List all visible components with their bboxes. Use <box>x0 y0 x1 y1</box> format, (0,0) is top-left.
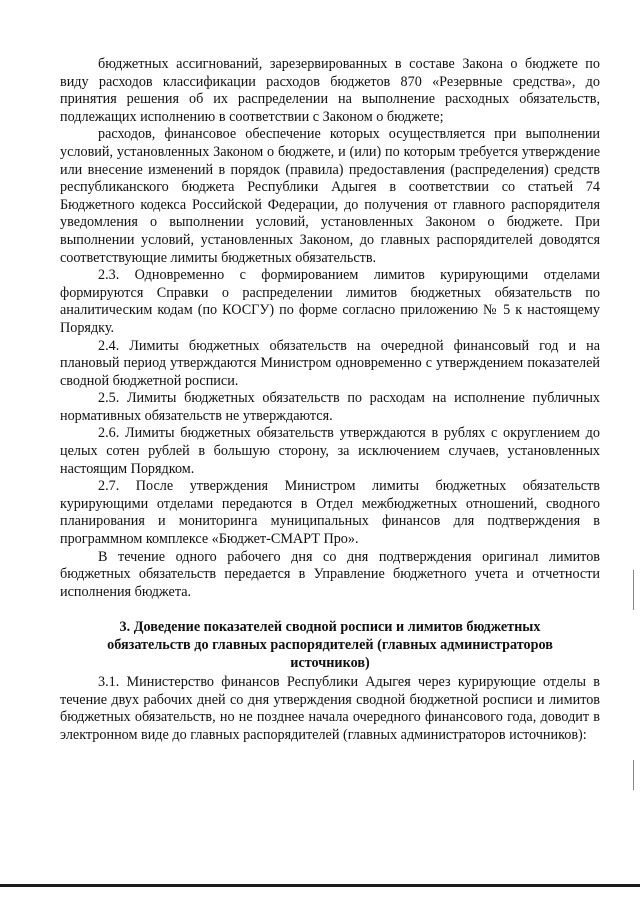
paragraph-2-4: 2.4. Лимиты бюджетных обязательств на очередной финансовый год и на плановый период утверждаются Министром одновременно с утверждением показателей сводной бюджетной росписи. <box>60 337 600 389</box>
paragraph-conditional-expenses: расходов, финансовое обеспечение которых осуществляется при выполнении условий, установленных Законом о бюджете, и (или) по которым требуется утверждение или внесение изменений в порядок (правила) предоставления (распределения) средств республиканского бюджета Республики Адыгея в соответствии со статьей 74 Бюджетного кодекса Российской Федерации, до получения от главного распорядителя уведомления о выполнении условий, установленных Законом о бюджете. При выполнении условий, установленных Законом, до главных распорядителей доводятся соответствующие лимиты бюджетных обязательств. <box>60 126 600 266</box>
scan-edge-mark <box>633 570 634 610</box>
scan-bottom-border <box>0 884 640 887</box>
paragraph-reserve-funds: бюджетных ассигнований, зарезервированных в составе Закона о бюджете по виду расходов классификации расходов бюджетов 870 «Резервные средства», до принятия решения об их распределении на выполнение расходных обязательств, подлежащих исполнению в соответствии с Законом о бюджете; <box>60 56 600 125</box>
paragraph-2-5: 2.5. Лимиты бюджетных обязательств по расходам на исполнение публичных нормативных обязательств не утверждаются. <box>60 390 600 424</box>
paragraph-2-6: 2.6. Лимиты бюджетных обязательств утверждаются в рублях с округлением до целых сотен рублей в большую сторону, за исключением случаев, установленных настоящим Порядком. <box>60 425 600 477</box>
section-heading: 3. Доведение показателей сводной росписи и лимитов бюджетных обязательств до главных распорядителей (главных администраторов источников) <box>107 619 553 671</box>
paragraph-2-3: 2.3. Одновременно с формированием лимитов курирующими отделами формируются Справки о распределении лимитов бюджетных обязательств по аналитическим кодам (по КОСГУ) по форме согласно приложению № 5 к настоящему Порядку. <box>60 267 600 336</box>
paragraph-2-7: 2.7. После утверждения Министром лимиты бюджетных обязательств курирующими отделами передаются в Отдел межбюджетных отношений, сводного планирования и мониторинга муниципальных финансов для подтверждения в программном комплексе «Бюджет-СМАРТ Про». <box>60 478 600 548</box>
paragraph-3-1: 3.1. Министерство финансов Республики Адыгея через курирующие отделы в течение двух рабочих дней со дня утверждения сводной бюджетной росписи и лимитов бюджетных обязательств, но не позднее начала очередного финансового года, доводит в электронном виде до главных распорядителей (главных администраторов источников): <box>60 674 600 743</box>
document-page <box>60 56 600 745</box>
scan-edge-mark <box>633 760 634 790</box>
paragraph-transfer-original: В течение одного рабочего дня со дня подтверждения оригинал лимитов бюджетных обязательств передается в Управление бюджетного учета и отчетности исполнения бюджета. <box>60 548 600 600</box>
